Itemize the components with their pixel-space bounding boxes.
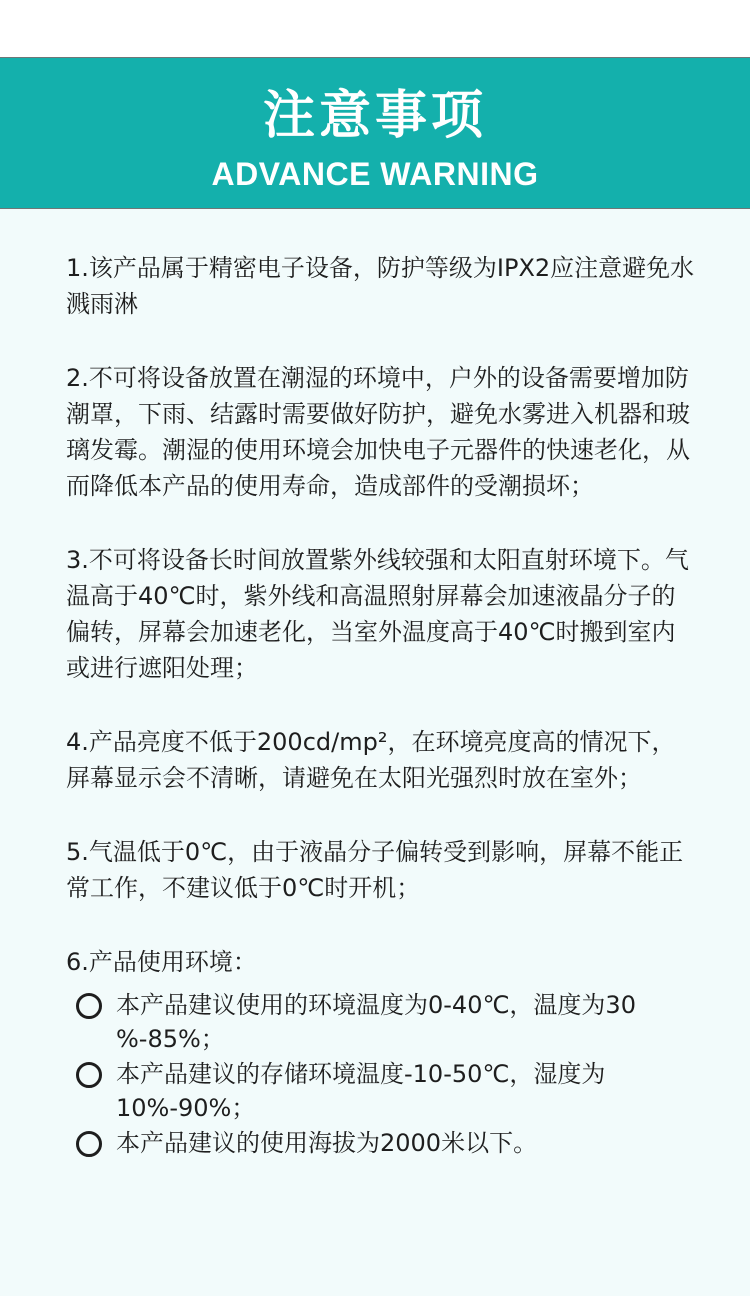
top-white-strip xyxy=(0,0,750,57)
list-item xyxy=(66,1126,696,1160)
page-subtitle: ADVANCE WARNING xyxy=(211,156,539,192)
warning-item-5: 5.气温低于0℃，由于液晶分子偏转受到影响，屏幕不能正常工作，不建议低于0℃时开机； xyxy=(66,838,684,902)
list-item-text: 本产品建议的存储环境温度-10-50℃，湿度为10%-90%； xyxy=(116,1060,606,1122)
list-item-text: 本产品建议的使用海拔为2000米以下。 xyxy=(116,1129,538,1157)
environment-list xyxy=(66,988,696,1160)
list-item xyxy=(66,988,696,1056)
header-banner xyxy=(0,57,750,209)
warning-content xyxy=(66,250,696,1161)
warning-item-2: 2.不可将设备放置在潮湿的环境中，户外的设备需要增加防潮罩，下雨、结露时需要做好防护，避免水雾进入机器和玻璃发霉。潮湿的使用环境会加快电子元器件的快速老化，从而降低本产品的使用寿命，造成部件的受潮损坏； xyxy=(66,364,690,500)
circle-bullet-icon xyxy=(76,1131,102,1157)
warning-item-1: 1.该产品属于精密电子设备，防护等级为IPX2应注意避免水溅雨淋 xyxy=(66,254,695,318)
list-item-text: 本产品建议使用的环境温度为0-40℃，温度为30 %-85%； xyxy=(116,991,636,1053)
circle-bullet-icon xyxy=(76,1062,102,1088)
warning-item-3: 3.不可将设备长时间放置紫外线较强和太阳直射环境下。气温高于40℃时，紫外线和高温照射屏幕会加速液晶分子的偏转，屏幕会加速老化，当室外温度高于40℃时搬到室内或进行遮阳处理； xyxy=(66,546,689,682)
circle-bullet-icon xyxy=(76,993,102,1019)
warning-item-6: 6.产品使用环境： xyxy=(66,948,257,976)
warning-item-4: 4.产品亮度不低于200cd/mp²，在环境亮度高的情况下，屏幕显示会不清晰，请避免在太阳光强烈时放在室外； xyxy=(66,728,676,792)
page-title: 注意事项 xyxy=(262,86,487,146)
list-item xyxy=(66,1057,696,1125)
